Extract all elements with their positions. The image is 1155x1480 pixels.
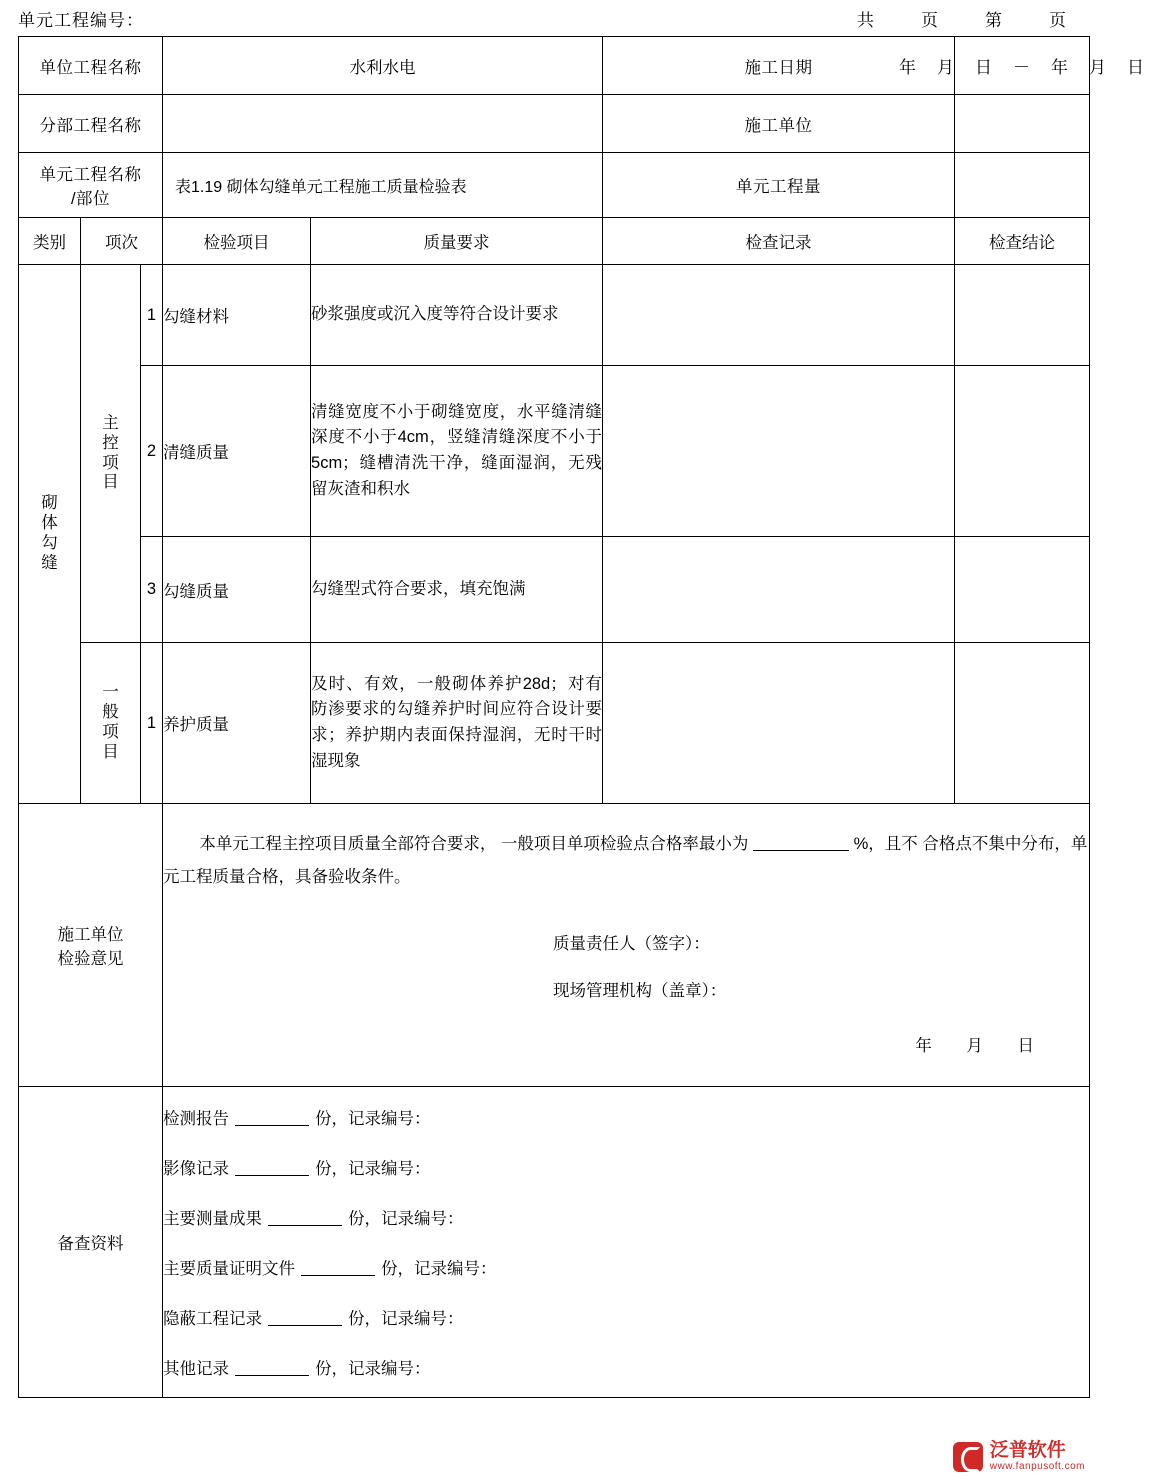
table-row	[19, 643, 1090, 804]
attachment-unit: 份，记录编号：	[381, 1260, 497, 1278]
unit-part-name-label-line2: /部位	[70, 190, 111, 208]
attachment-item	[163, 1105, 1089, 1129]
fanpu-logo-icon	[953, 1442, 983, 1472]
row-record[interactable]	[603, 643, 955, 804]
row-record[interactable]	[603, 265, 955, 366]
row-index: 1	[141, 265, 163, 366]
attachment-unit: 份，记录编号：	[315, 1110, 431, 1128]
attachment-count-blank[interactable]	[301, 1275, 375, 1276]
info-row-1	[19, 37, 1090, 95]
opinion-text-d: 合格点不集中分布，单元工程质量合格，具备验收条件。	[163, 834, 1088, 886]
table-column-header	[19, 218, 1090, 265]
unit-quantity-value[interactable]	[955, 153, 1090, 218]
attachment-item	[163, 1155, 1089, 1179]
col-category: 类别	[19, 218, 81, 265]
attachment-name: 其他记录	[163, 1360, 230, 1378]
attachment-count-blank[interactable]	[235, 1125, 309, 1126]
row-record[interactable]	[603, 537, 955, 643]
row-item-name: 勾缝质量	[163, 537, 311, 643]
group-main-control-cell	[81, 265, 141, 643]
date-year-1: 年	[899, 58, 918, 77]
form-title-value: 表1.19 砌体勾缝单元工程施工质量检验表	[163, 153, 603, 218]
row-item-name: 清缝质量	[163, 366, 311, 537]
site-management-org-seal[interactable]: 现场管理机构（盖章）：	[553, 981, 727, 1000]
attachments-label: 备查资料	[19, 1087, 163, 1398]
col-check-record: 检查记录	[603, 218, 955, 265]
unit-project-name-label: 单位工程名称	[19, 37, 163, 95]
opinion-text-b: 一般项目单项检验点合格率最小为	[500, 834, 749, 853]
table-row	[19, 265, 1090, 366]
date-month-2: 月	[1089, 58, 1108, 77]
row-record[interactable]	[603, 366, 955, 537]
row-index: 1	[141, 643, 163, 804]
info-row-3	[19, 153, 1090, 218]
total-label: 共	[857, 10, 875, 30]
attachment-count-blank[interactable]	[235, 1375, 309, 1376]
table-row	[19, 366, 1090, 537]
attachment-name: 检测报告	[163, 1110, 230, 1128]
construction-date-value[interactable]	[899, 37, 1146, 95]
attachment-unit: 份，记录编号：	[348, 1310, 464, 1328]
category-label: 砌体勾缝	[41, 494, 58, 572]
row-requirement: 及时、有效，一般砌体养护28d；对有防渗要求的勾缝养护时间应符合设计要求；养护期内表面保持湿润，无时干时湿现象	[311, 643, 603, 804]
opinion-paragraph	[163, 828, 1089, 894]
row-item-name: 勾缝材料	[163, 265, 311, 366]
fanpu-logo	[953, 1441, 1085, 1472]
opinion-label	[19, 804, 163, 1087]
fanpu-logo-url: www.fanpusoft.com	[989, 1461, 1085, 1472]
date-year-2: 年	[1051, 58, 1070, 77]
attachment-unit: 份，记录编号：	[348, 1210, 464, 1228]
opinion-text-c: %，且不	[853, 834, 918, 853]
row-index: 3	[141, 537, 163, 643]
row-item-name: 养护质量	[163, 643, 311, 804]
row-conclusion[interactable]	[955, 366, 1090, 537]
unit-part-name-label	[19, 153, 163, 218]
document-header-line	[18, 0, 1089, 36]
fanpu-logo-name: 泛普软件	[989, 1440, 1066, 1462]
attachment-name: 影像记录	[163, 1160, 230, 1178]
attachments-content	[163, 1087, 1090, 1398]
construction-unit-label: 施工单位	[603, 95, 955, 153]
opinion-text-a: 本单元工程主控项目质量全部符合要求，	[199, 834, 497, 853]
row-requirement: 勾缝型式符合要求，填充饱满	[311, 537, 603, 643]
col-index: 项次	[81, 218, 163, 265]
attachment-item	[163, 1255, 1089, 1279]
attachment-unit: 份，记录编号：	[315, 1360, 431, 1378]
row-conclusion[interactable]	[955, 537, 1090, 643]
row-requirement: 砂浆强度或沉入度等符合设计要求	[311, 265, 603, 366]
page-char-2: 页	[1049, 10, 1067, 30]
division-project-name-value[interactable]	[163, 95, 603, 153]
category-cell	[19, 265, 81, 804]
info-row-2	[19, 95, 1090, 153]
attachment-item	[163, 1355, 1089, 1379]
date-day-1: 日	[975, 58, 994, 77]
page-char-1: 页	[921, 10, 939, 30]
pass-rate-blank[interactable]	[753, 850, 849, 851]
row-index: 2	[141, 366, 163, 537]
page-number-group	[857, 6, 1089, 31]
row-conclusion[interactable]	[955, 643, 1090, 804]
opinion-row	[19, 804, 1090, 1087]
unit-part-name-label-line1: 单元工程名称	[39, 166, 142, 184]
group-general-cell	[81, 643, 141, 804]
attachment-name: 隐蔽工程记录	[163, 1310, 263, 1328]
fanpu-logo-text	[990, 1441, 1085, 1472]
attachment-count-blank[interactable]	[235, 1175, 309, 1176]
opinion-label-line1: 施工单位	[57, 926, 124, 944]
opinion-date[interactable]	[163, 1030, 1089, 1063]
opinion-date-month: 月	[966, 1036, 984, 1055]
attachment-name: 主要质量证明文件	[163, 1260, 296, 1278]
construction-date-label: 施工日期	[603, 37, 955, 95]
group-main-control-label: 主控项目	[102, 413, 119, 492]
attachment-item	[163, 1305, 1089, 1329]
row-requirement: 清缝宽度不小于砌缝宽度，水平缝清缝深度不小于4cm，竖缝清缝深度不小于5cm；缝槽清洗干净，缝面湿润，无残留灰渣和积水	[311, 366, 603, 537]
attachment-count-blank[interactable]	[268, 1325, 342, 1326]
col-check-conclusion: 检查结论	[955, 218, 1090, 265]
row-conclusion[interactable]	[955, 265, 1090, 366]
attachment-item	[163, 1205, 1089, 1229]
division-project-name-label: 分部工程名称	[19, 95, 163, 153]
unit-quantity-label: 单元工程量	[603, 153, 955, 218]
attachment-unit: 份，记录编号：	[315, 1160, 431, 1178]
inspection-form-table	[18, 36, 1146, 1398]
attachment-name: 主要测量成果	[163, 1210, 263, 1228]
date-day-2: 日	[1127, 58, 1146, 77]
unit-project-no-label: 单元工程编号：	[18, 10, 144, 30]
table-row	[19, 537, 1090, 643]
group-general-label: 一般项目	[102, 683, 119, 761]
quality-responsible-signature[interactable]: 质量责任人（签字）：	[553, 934, 710, 953]
construction-unit-value[interactable]	[955, 95, 1090, 153]
attachment-count-blank[interactable]	[268, 1225, 342, 1226]
col-quality-requirement: 质量要求	[311, 218, 603, 265]
di-label: 第	[985, 10, 1003, 30]
opinion-date-year: 年	[915, 1036, 933, 1055]
opinion-label-line2: 检验意见	[57, 950, 124, 968]
unit-project-name-value[interactable]: 水利水电	[163, 37, 603, 95]
col-inspection-item: 检验项目	[163, 218, 311, 265]
date-month-1: 月	[937, 58, 956, 77]
opinion-date-day: 日	[1017, 1036, 1036, 1055]
attachments-row	[19, 1087, 1090, 1398]
opinion-content	[163, 804, 1090, 1087]
date-dash: －	[1013, 58, 1032, 77]
